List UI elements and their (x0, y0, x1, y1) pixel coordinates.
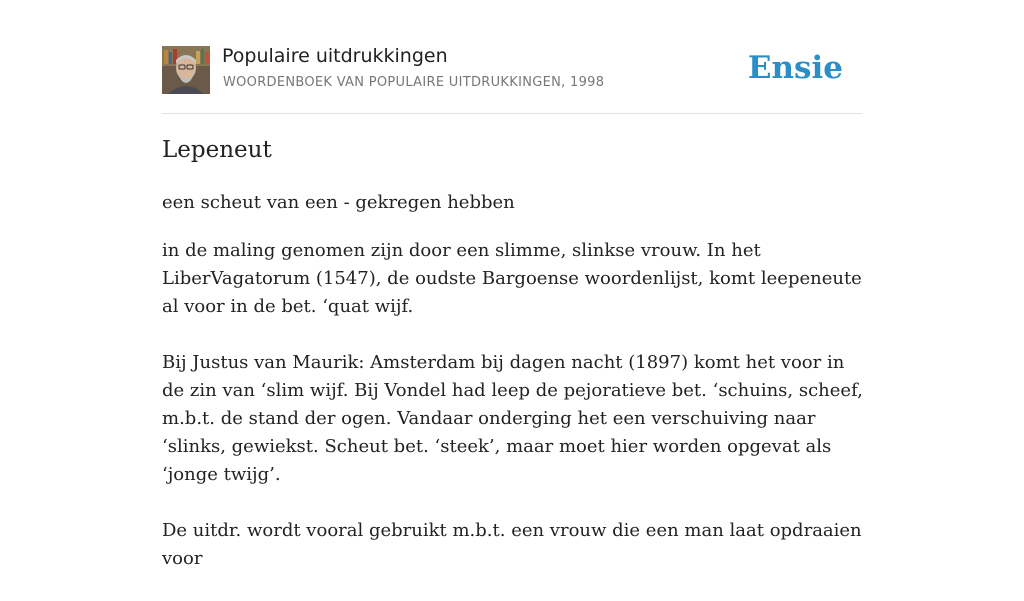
entry-lead: een scheut van een - gekregen hebben (162, 192, 515, 213)
entry-title: Lepeneut (162, 137, 272, 163)
author-portrait-icon (162, 46, 210, 94)
entry-paragraph: Bij Justus van Maurik: Amsterdam bij dagen nacht (1897) komt het voor in de zin van ‘slim wijf. Bij Vondel had leep de pejoratieve bet. ‘schuins, scheef, m.b.t. de stand der ogen. Vandaar onderging het een verschuiving naar ‘slinks, gewiekst. Scheut bet. ‘steek’, maar moet hier worden opgevat als ‘jonge twijg’. (162, 352, 863, 485)
brand-logo[interactable]: Ensie (747, 50, 843, 86)
source-title[interactable]: Populaire uitdrukkingen (222, 45, 448, 67)
entry-body (162, 237, 867, 601)
entry-page (162, 0, 863, 569)
entry-paragraph: in de maling genomen zijn door een slimme, slinkse vrouw. In het LiberVagatorum (1547), de oudste Bargoense woordenlijst, komt leepeneute al voor in de bet. ‘quat wijf. (162, 240, 862, 317)
author-avatar[interactable] (162, 46, 210, 94)
entry-paragraph: De uitdr. wordt vooral gebruikt m.b.t. een vrouw die een man laat opdraaien voor (162, 520, 862, 569)
source-header (162, 0, 862, 114)
source-subtitle: WOORDENBOEK VAN POPULAIRE UITDRUKKINGEN, 1998 (223, 75, 605, 90)
